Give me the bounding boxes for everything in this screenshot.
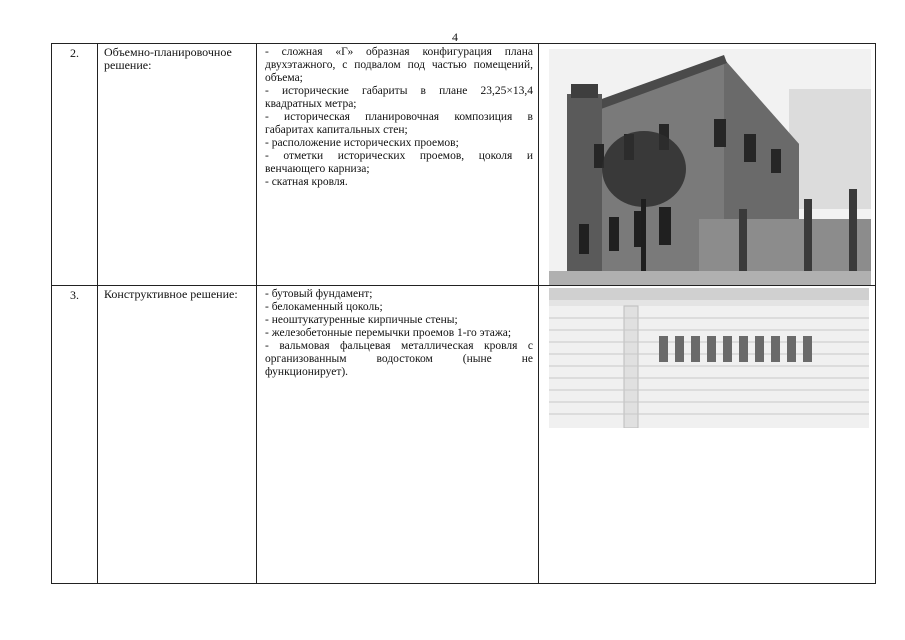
list-item: - бутовый фундамент; [265,288,373,300]
list-item: - неоштукатуренные кирпичные стены; [265,314,458,326]
row-title: Объемно-планировочное решение: [98,44,257,286]
list-item: - скатная кровля. [265,176,348,188]
row-title: Конструктивное решение: [98,286,257,584]
list-item: - исторические габариты в плане 23,25×13,4 квадратных метра; [265,85,533,110]
description-list [265,288,533,379]
protected-elements-table [51,43,876,584]
photo-cell [539,286,876,584]
row-description [257,286,539,584]
table-row [52,44,876,286]
list-item: - отметки исторических проемов, цоколя и венчающего карниза; [265,150,533,175]
list-item: - историческая планировочная композиция в габаритах капитальных стен; [265,111,533,136]
description-list [265,46,533,189]
list-item: - расположение исторических проемов; [265,137,459,149]
photo-cell [539,44,876,286]
row-number: 3. [52,286,98,584]
list-item: - вальмовая фальцевая металлическая кровля с организованным водостоком (ныне не функционирует). [265,340,533,378]
list-item: - сложная «Г» образная конфигурация плана двухэтажного, с подвалом под частью помещений, объема; [265,46,533,84]
table-row [52,286,876,584]
brick-wall-photo [549,288,869,428]
row-number: 2. [52,44,98,286]
list-item: - железобетонные перемычки проемов 1-го этажа; [265,327,512,339]
list-item: - белокаменный цоколь; [265,301,383,313]
row-description [257,44,539,286]
building-facade-photo [549,49,871,285]
page-number: 4 [452,30,458,44]
